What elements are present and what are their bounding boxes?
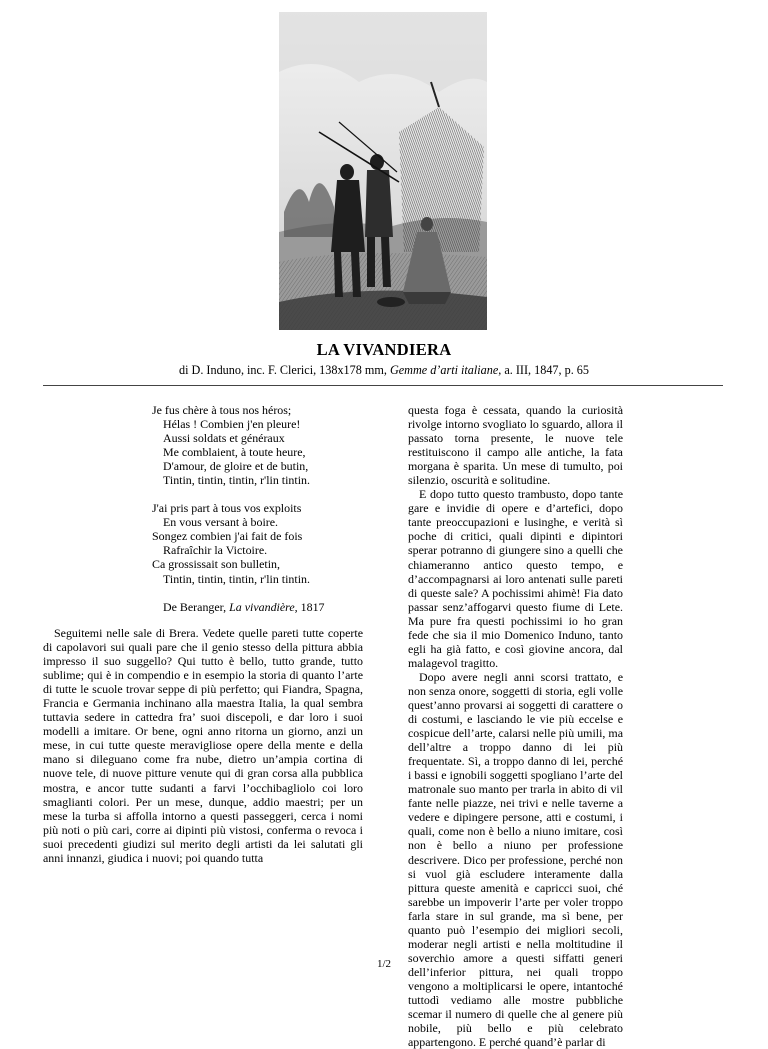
stanza-gap: [152, 487, 362, 501]
poem-citation: [152, 600, 362, 614]
body-paragraph: Dopo avere negli anni scorsi trattato, e non senza onore, soggetti di storia, egli volle quest’anno provarsi ai soggetti di carattere o di costumi, e lasciando le vie più eccelse e cospicue dell’arte, calarsi nelle più umili, ma dell’altre a troppo danno di lei più frequentate. Sì, a troppo danno di lei, perché i bassi e ignobili soggetti spogliano l’arte del matronale suo manto per trarla in abito di vil fante nelle piazze, nei trivi e nelle taverne a vedere e dipingere persone, atti e costumi, i quali, come non è bello a niuno imitare, così non è bello a niuno per professione descrivere. Dico per professione, perché non si vuol già escludere interamente dalla pittura queste amenità e capricci suoi, ché sarebbe un impoverir l’arte per voler troppo farla stare in sul grande, ma sì bene, per quanto può l’esempio dei migliori secoli, moderar negli artisti e nella moltitudine il soverchio amore a questi siffatti generi dell’inferior pittura, nei quali troppo vengono a moltiplicarsi le opere, intantoché tuttodì vediamo alle mostre pubbliche scemar il numero di quelle che al genere più nobile, più bello e più celebrato appartengono. E perché quand’è parlar di: [408, 669, 623, 1049]
poem-line: Rafraîchir la Victoire.: [163, 543, 268, 558]
citation-year: 1817: [297, 599, 325, 614]
subtitle-work: Gemme d’arti italiane: [389, 363, 499, 377]
poem-line: En vous versant à boire.: [163, 515, 279, 530]
engraving-illustration: [279, 12, 487, 330]
poem-line: Songez combien j'ai fait de fois: [152, 529, 303, 544]
poem-line: Tintin, tintin, tintin, r'lin tintin.: [163, 571, 310, 586]
body-paragraph: E dopo tutto questo trambusto, dopo tante gare e invidie di opere e d’artefici, dopo tante preoccupazioni e lusinghe, e verità sì poche di critici, quali dipinti e dipintori sperar potranno di giungere sino a quelli che chiameranno antico questo tempo, e d’accompagnarsi ai loro antenati sulle pareti di queste sale? A pochissimi ahimè! Fia dato passar senz’affogarvi questo fiume di Lete. Ma pure fra questi pochissimi io ho gran fede che sia il mio Domenico Induno, tanto egli ha già fatto, e così giovine ancora, dal malagevol tragitto.: [408, 487, 623, 670]
article-title: LA VIVANDIERA: [316, 340, 452, 359]
poem-line: J'ai pris part à tous vos exploits: [152, 501, 302, 516]
poem-line: Aussi soldats et généraux: [163, 431, 285, 446]
horizontal-rule: [43, 385, 723, 386]
body-paragraph: questa foga è cessata, quando la curiosità rivolge intorno svogliato lo sguardo, allora il passato torna presente, le nuove tele restituiscono il campo alle antiche, la fata morgana è sparita. Un mese di tumulto, poi silenzio, oscurità e solitudine.: [408, 403, 623, 488]
poem-line: Hélas ! Combien j'en pleure!: [163, 417, 301, 432]
subtitle-prefix: di D. Induno, inc. F. Clerici, 138x178 mm,: [179, 363, 390, 377]
body-paragraph-left: Seguitemi nelle sale di Brera. Vedete quelle pareti tutte coperte di capolavori sui quali pare che il genio stesso della pittura abbia impresso il suo suggello? Qui tutto è bello, tutto grande, tutto sublime; qui è in compendio e in esempio la storia di quanto l’arte di tutte le scuole trovar seppe di più perfetto; qui Fiandra, Spagna, Francia e Germania inchinano alla maestra Italia, la qual sembra tuttavia sedere in cattedra fra’ suoi discepoli, e dar loro i suoi modelli a imitare. Or bene, ogni anno ritorna un giorno, anzi un mese, in cui tutte queste meravigliose opere della mente e della mano si dileguano come fra nube, dietro un’ampia cortina di nuove tele, di nuove pitture venute qui di gran corsa alla pubblica mostra, e ancor tutte sudanti a farvi l’occhibagliolo coi loro smaglianti colori. Per un mese, dunque, addio maestri; per un mese la turba si affolla intorno a questi passeggeri, cerca i nomi più noti o più cari, corre ai dipinti più vistosi, conferma o revoca i suoi precedenti giudizi sul merito degli artisti da lei salutati gli anni innanzi, giudica i nuovi; poi quando tutta: [43, 626, 363, 865]
poem-line: Je fus chère à tous nos héros;: [152, 403, 292, 417]
poem-line: Tintin, tintin, tintin, r'lin tintin.: [163, 473, 310, 488]
poem-line: Me comblaient, à toute heure,: [163, 445, 306, 460]
page-number: 1/2: [376, 958, 392, 970]
poem-line: D'amour, de gloire et de butin,: [163, 459, 309, 474]
citation-work: La vivandière,: [229, 599, 298, 614]
poem-line: Ca grossissait son bulletin,: [152, 557, 280, 572]
subtitle-suffix: , a. III, 1847, p. 65: [498, 363, 589, 377]
right-column-text: [408, 403, 623, 1049]
citation-author: De Beranger,: [163, 599, 230, 614]
left-column-poem: [152, 403, 362, 614]
article-subtitle: [0, 363, 768, 378]
